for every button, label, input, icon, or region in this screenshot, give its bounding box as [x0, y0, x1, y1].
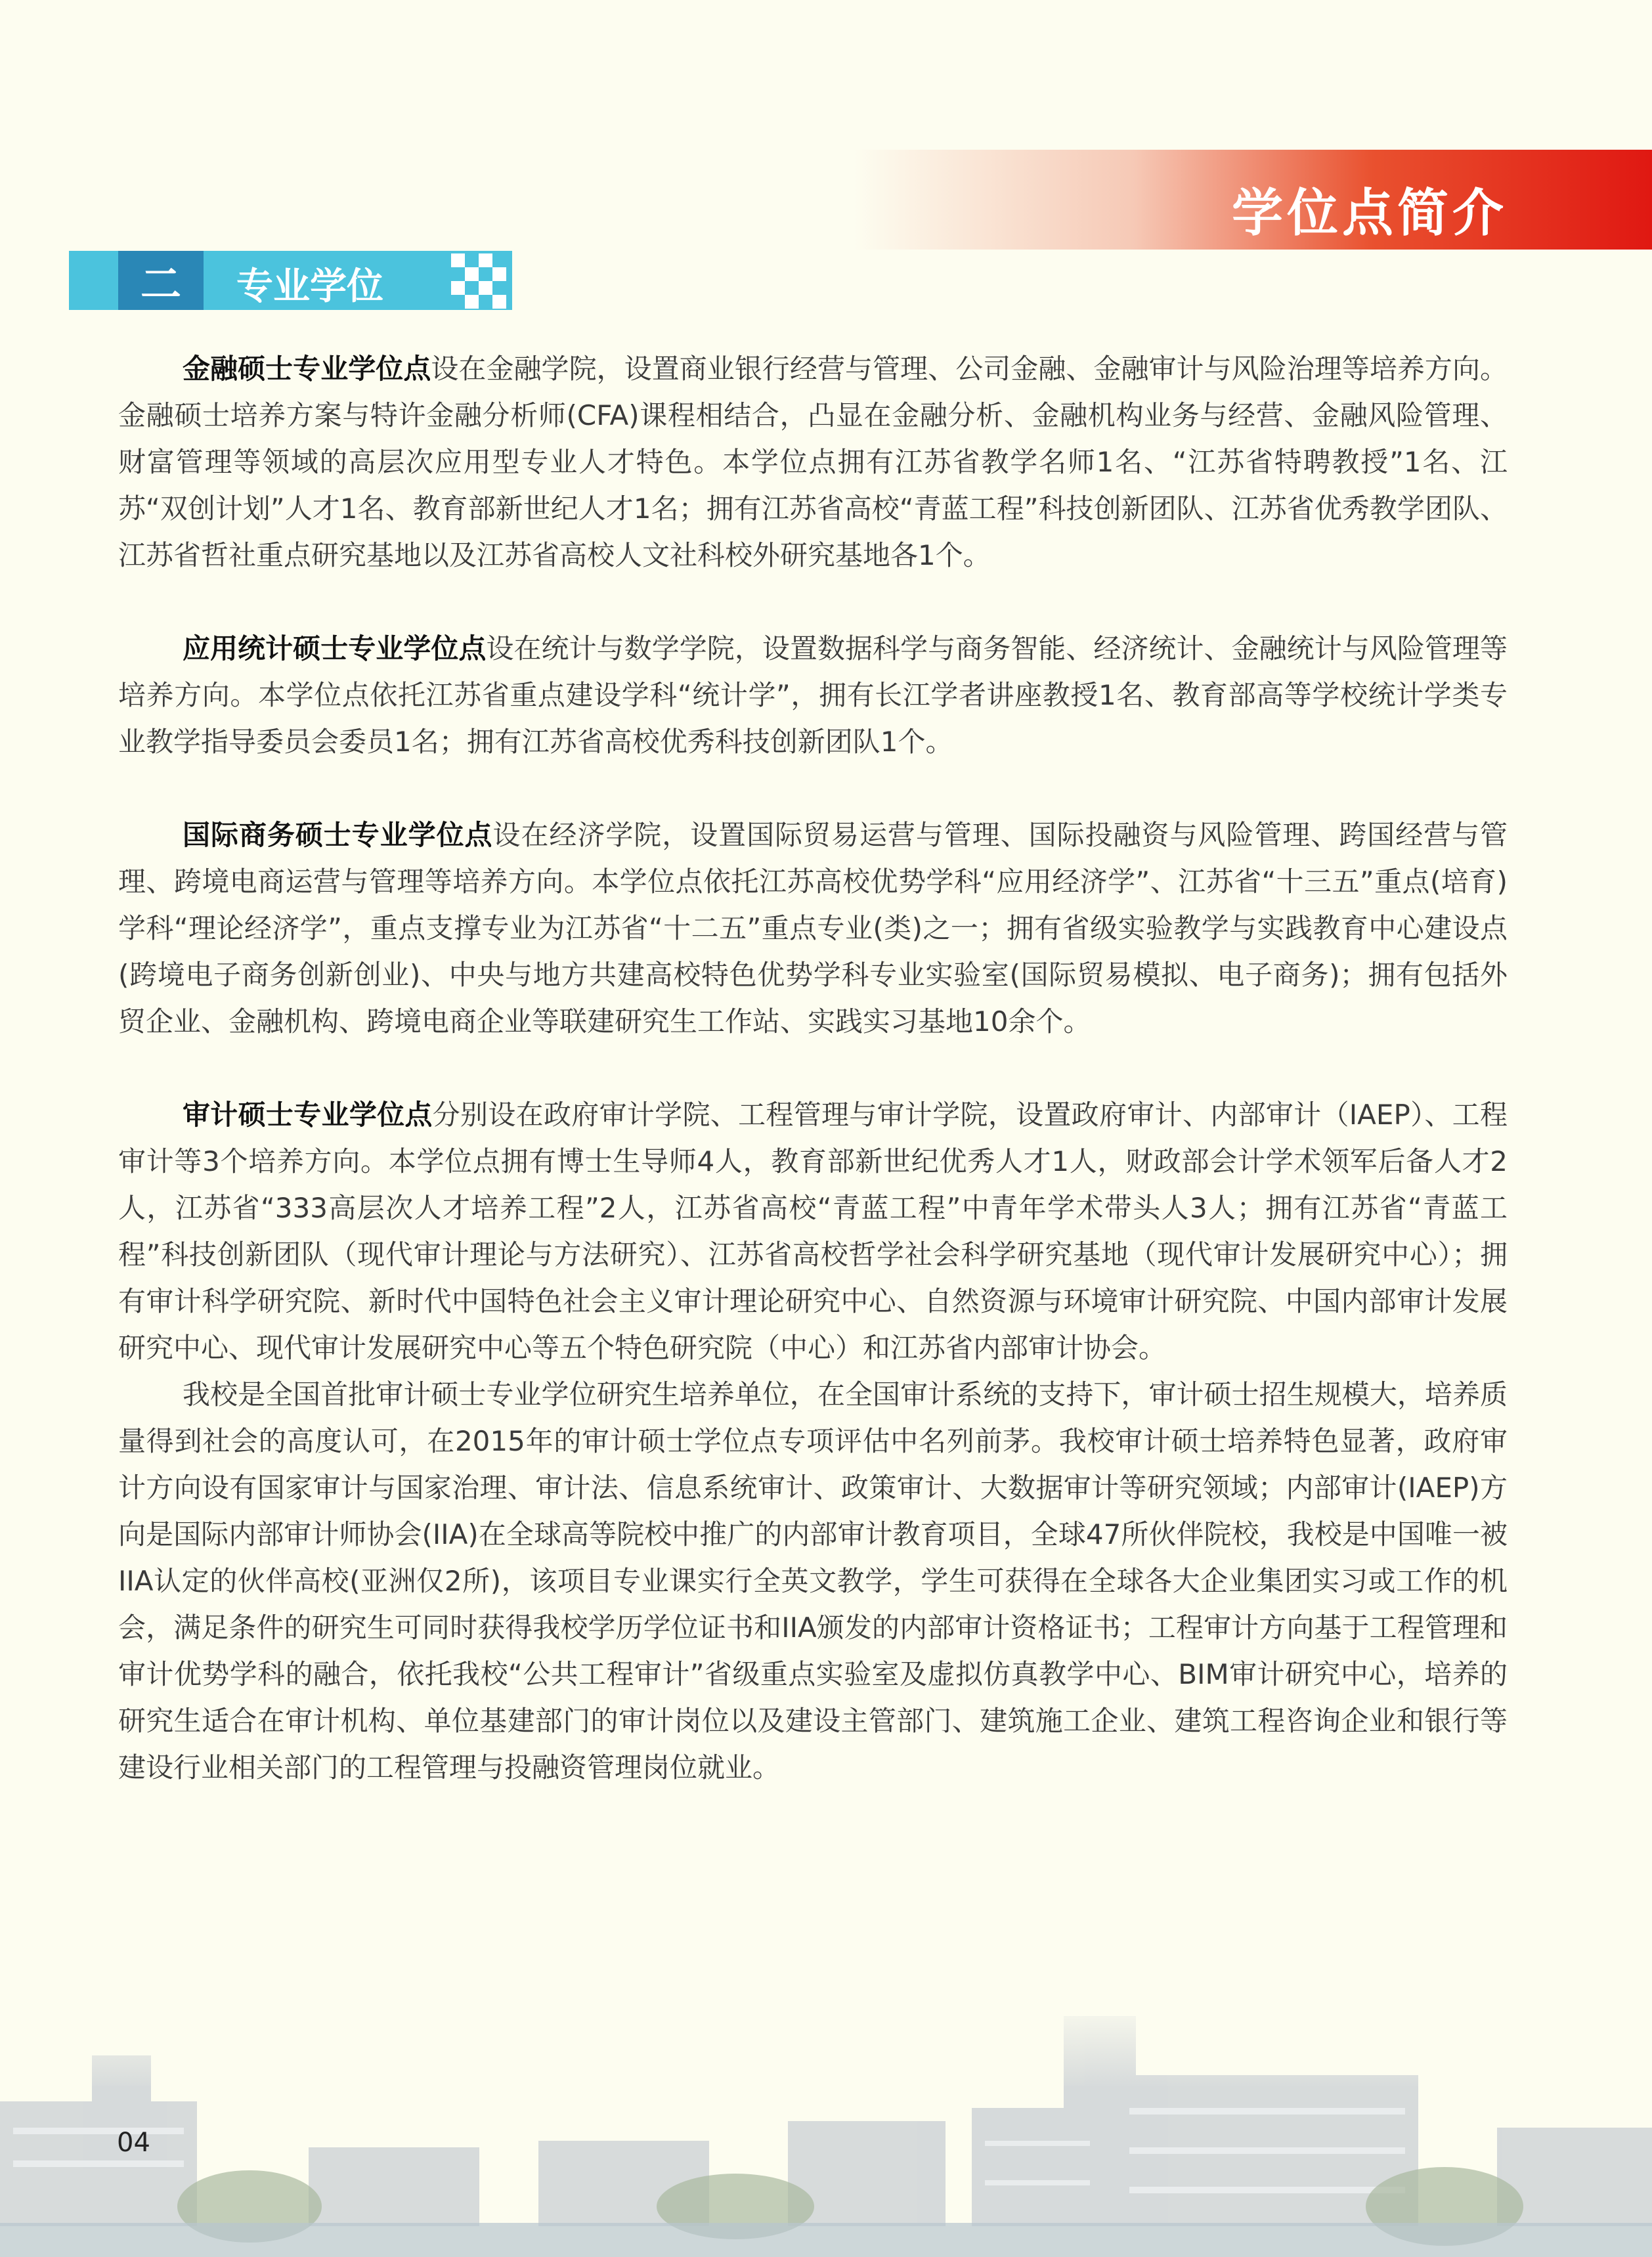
header-title: 学位点简介: [1231, 184, 1508, 243]
campus-illustration: [0, 1996, 1652, 2257]
main-content: [118, 345, 1508, 1791]
paragraph-audit: [118, 1091, 1508, 1371]
paragraph-audit-detail: [118, 1371, 1508, 1791]
paragraph-lead: 审计硕士专业学位点: [183, 1099, 433, 1131]
page-number: 04: [117, 2128, 150, 2158]
paragraph-lead: 金融硕士专业学位点: [183, 353, 431, 385]
paragraph-text: 设在金融学院，设置商业银行经营与管理、公司金融、金融审计与风险治理等培养方向。金融硕士培养方案与特许金融分析师(CFA)课程相结合，凸显在金融分析、金融机构业务与经营、金融风险管理、财富管理等领域的高层次应用型专业人才特色。本学位点拥有江苏省教学名师1名、“江苏省特聘教授”1名、江苏“双创计划”人才1名、教育部新世纪人才1名；拥有江苏省高校“青蓝工程”科技创新团队、江苏省优秀教学团队、江苏省哲社重点研究基地以及江苏省高校人文社科校外研究基地各1个。: [118, 353, 1508, 571]
section-number: 二: [118, 251, 204, 310]
paragraph-international-business: [118, 812, 1508, 1045]
paragraph-text: 设在经济学院，设置国际贸易运营与管理、国际投融资与风险管理、跨国经营与管理、跨境电商运营与管理等培养方向。本学位点依托江苏高校优势学科“应用经济学”、江苏省“十三五”重点(培育)学科“理论经济学”，重点支撑专业为江苏省“十二五”重点专业(类)之一；拥有省级实验教学与实践教育中心建设点(跨境电子商务创新创业)、中央与地方共建高校特色优势学科专业实验室(国际贸易模拟、电子商务)；拥有包括外贸企业、金融机构、跨境电商企业等联建研究生工作站、实践实习基地10余个。: [118, 819, 1508, 1038]
paragraph-lead: 国际商务硕士专业学位点: [183, 819, 493, 851]
paragraph-text: 分别设在政府审计学院、工程管理与审计学院，设置政府审计、内部审计（IAEP）、工程审计等3个培养方向。本学位点拥有博士生导师4人，教育部新世纪优秀人才1人，财政部会计学术领军后备人才2人，江苏省“333高层次人才培养工程”2人，江苏省高校“青蓝工程”中青年学术带头人3人；拥有江苏省“青蓝工程”科技创新团队（现代审计理论与方法研究）、江苏省高校哲学社会科学研究基地（现代审计发展研究中心）；拥有审计科学研究院、新时代中国特色社会主义审计理论研究中心、自然资源与环境审计研究院、中国内部审计发展研究中心、现代审计发展研究中心等五个特色研究院（中心）和江苏省内部审计协会。: [118, 1099, 1508, 1364]
section-title: 专业学位: [236, 265, 383, 308]
paragraph-statistics: [118, 625, 1508, 765]
section-tab: [69, 251, 512, 310]
paragraph-text: 设在统计与数学学院，设置数据科学与商务智能、经济统计、金融统计与风险管理等培养方向。本学位点依托江苏省重点建设学科“统计学”，拥有长江学者讲座教授1名、教育部高等学校统计学类专业教学指导委员会委员1名；拥有江苏省高校优秀科技创新团队1个。: [118, 632, 1508, 758]
header-banner: [854, 150, 1652, 250]
paragraph-lead: 应用统计硕士专业学位点: [183, 632, 487, 665]
paragraph-text: 我校是全国首批审计硕士专业学位研究生培养单位，在全国审计系统的支持下，审计硕士招生规模大，培养质量得到社会的高度认可，在2015年的审计硕士学位点专项评估中名列前茅。我校审计硕士培养特色显著，政府审计方向设有国家审计与国家治理、审计法、信息系统审计、政策审计、大数据审计等研究领域；内部审计(IAEP)方向是国际内部审计师协会(IIA)在全球高等院校中推广的内部审计教育项目，全球47所伙伴院校，我校是中国唯一被IIA认定的伙伴高校(亚洲仅2所)，该项目专业课实行全英文教学，学生可获得在全球各大企业集团实习或工作的机会，满足条件的研究生可同时获得我校学历学位证书和IIA颁发的内部审计资格证书；工程审计方向基于工程管理和审计优势学科的融合，依托我校“公共工程审计”省级重点实验室及虚拟仿真教学中心、BIM审计研究中心，培养的研究生适合在审计机构、单位基建部门的审计岗位以及建设主管部门、建筑施工企业、建筑工程咨询企业和银行等建设行业相关部门的工程管理与投融资管理岗位就业。: [118, 1378, 1508, 1784]
checker-decoration: [451, 253, 509, 307]
paragraph-finance: [118, 345, 1508, 579]
